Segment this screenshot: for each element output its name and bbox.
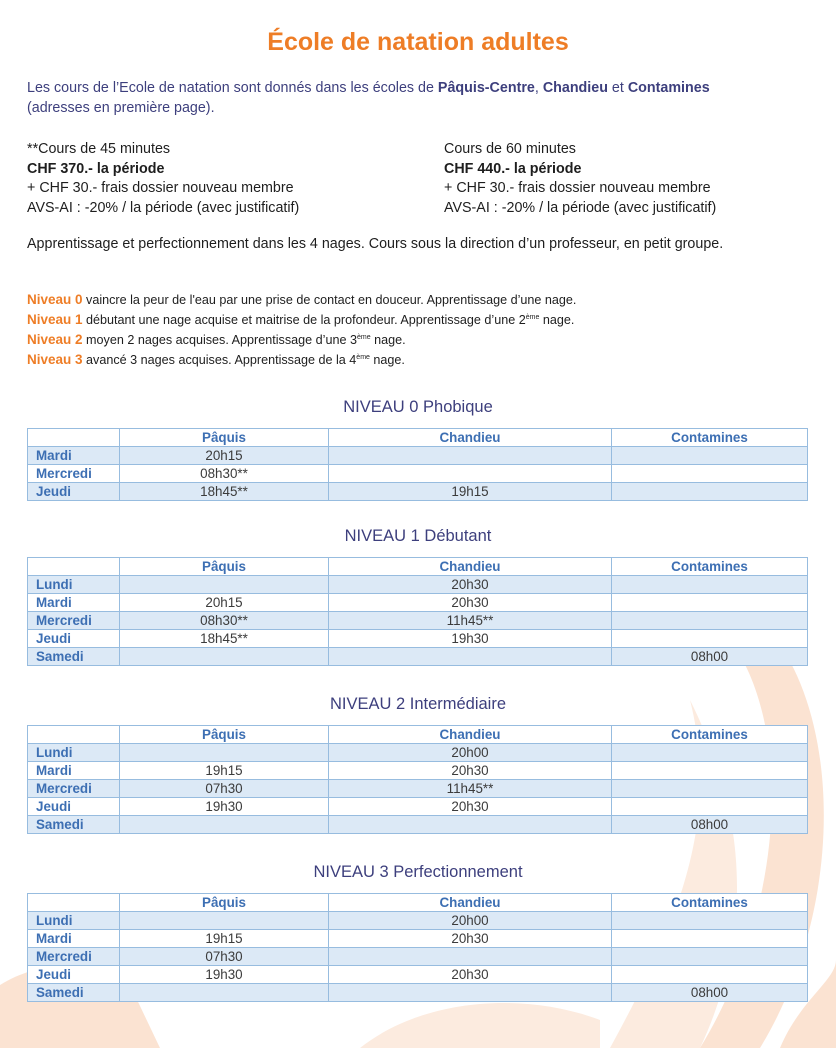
table-row <box>28 612 808 630</box>
time-cell: 19h30 <box>329 630 612 648</box>
day-cell: Jeudi <box>28 966 120 984</box>
school-chandieu: Chandieu <box>542 80 608 96</box>
schedule-title-niveau-3: NIVEAU 3 Perfectionnement <box>313 863 523 881</box>
time-cell: 08h30** <box>120 612 329 630</box>
day-cell: Mercredi <box>28 465 120 483</box>
day-cell: Jeudi <box>28 798 120 816</box>
time-cell <box>612 447 808 465</box>
pricing-60min <box>444 140 716 218</box>
time-cell <box>612 912 808 930</box>
page-title: École de natation adultes <box>267 28 569 56</box>
day-cell: Mercredi <box>28 780 120 798</box>
time-cell <box>612 798 808 816</box>
time-cell: 20h30 <box>329 576 612 594</box>
course-description: Apprentissage et perfectionnement dans les 4 nages. Cours sous la direction d’un professeur, en petit groupe. <box>27 236 724 252</box>
table-row <box>28 594 808 612</box>
discount-label: AVS-AI : -20% / la période (avec justificatif) <box>444 199 717 216</box>
table-row <box>28 948 808 966</box>
table-row <box>28 483 808 501</box>
table-row <box>28 648 808 666</box>
intro-text <box>27 78 812 118</box>
time-cell <box>329 816 612 834</box>
day-cell: Mardi <box>28 930 120 948</box>
column-header: Pâquis <box>120 429 329 447</box>
schedule-table-niveau-3 <box>27 893 808 1002</box>
table-row <box>28 576 808 594</box>
time-cell <box>612 762 808 780</box>
day-cell: Samedi <box>28 816 120 834</box>
time-cell <box>612 465 808 483</box>
day-cell: Lundi <box>28 744 120 762</box>
time-cell <box>329 447 612 465</box>
level-text-end: nage. <box>369 353 405 368</box>
time-cell <box>612 930 808 948</box>
day-cell: Jeudi <box>28 630 120 648</box>
time-cell: 11h45** <box>329 780 612 798</box>
column-header <box>28 726 120 744</box>
time-cell: 20h15 <box>120 447 329 465</box>
day-cell: Mardi <box>28 594 120 612</box>
price-label: CHF 440.- la période <box>444 160 582 177</box>
time-cell <box>612 594 808 612</box>
level-name: Niveau 2 <box>27 332 83 348</box>
time-cell <box>120 576 329 594</box>
table-row <box>28 912 808 930</box>
day-cell: Jeudi <box>28 483 120 501</box>
level-sup: ème <box>356 354 370 362</box>
time-cell <box>329 948 612 966</box>
time-cell: 19h30 <box>120 798 329 816</box>
level-item <box>27 349 817 369</box>
fee-label: + CHF 30.- frais dossier nouveau membre <box>27 180 294 196</box>
pricing-45min <box>27 140 299 218</box>
time-cell <box>120 744 329 762</box>
day-cell: Mercredi <box>28 948 120 966</box>
time-cell: 08h00 <box>612 816 808 834</box>
time-cell: 19h30 <box>120 966 329 984</box>
table-row <box>28 447 808 465</box>
column-header: Contamines <box>612 429 808 447</box>
time-cell: 19h15 <box>120 762 329 780</box>
level-text: moyen 2 nages acquises. Apprentissage d’une 3 <box>82 333 357 348</box>
column-header <box>28 894 120 912</box>
level-text-end: nage. <box>370 333 406 348</box>
column-header: Pâquis <box>120 558 329 576</box>
column-header: Contamines <box>612 726 808 744</box>
time-cell: 20h00 <box>329 912 612 930</box>
time-cell <box>612 612 808 630</box>
level-item <box>27 291 817 309</box>
column-header: Contamines <box>612 558 808 576</box>
time-cell <box>612 630 808 648</box>
intro-lead: Les cours de l’Ecole de natation sont donnés dans les écoles de <box>27 80 438 96</box>
time-cell: 08h00 <box>612 984 808 1002</box>
time-cell <box>612 576 808 594</box>
intro-note: (adresses en première page). <box>27 100 215 116</box>
table-row <box>28 984 808 1002</box>
column-header: Pâquis <box>120 726 329 744</box>
level-text: vaincre la peur de l'eau par une prise de contact en douceur. Apprentissage d’une nage. <box>82 293 577 307</box>
school-paquis: Pâquis-Centre <box>437 80 535 96</box>
level-name: Niveau 3 <box>27 352 83 368</box>
day-cell: Lundi <box>28 576 120 594</box>
school-contamines: Contamines <box>627 80 710 96</box>
time-cell: 20h15 <box>120 594 329 612</box>
schedule-table-niveau-1 <box>27 557 808 666</box>
time-cell: 19h15 <box>329 483 612 501</box>
time-cell: 19h15 <box>120 930 329 948</box>
duration-label: **Cours de 45 minutes <box>27 141 171 157</box>
time-cell <box>612 966 808 984</box>
discount-label: AVS-AI : -20% / la période (avec justificatif) <box>27 199 300 216</box>
day-cell: Lundi <box>28 912 120 930</box>
time-cell: 07h30 <box>120 780 329 798</box>
day-cell: Mardi <box>28 447 120 465</box>
level-sup: ème <box>356 334 371 342</box>
table-row <box>28 930 808 948</box>
column-header: Chandieu <box>329 894 612 912</box>
intro-sep: , <box>534 80 543 96</box>
level-text-end: nage. <box>539 313 575 328</box>
time-cell <box>120 648 329 666</box>
day-cell: Samedi <box>28 984 120 1002</box>
table-row <box>28 816 808 834</box>
time-cell <box>612 744 808 762</box>
schedule-title-niveau-1: NIVEAU 1 Débutant <box>344 527 492 545</box>
column-header: Chandieu <box>329 558 612 576</box>
fee-label: + CHF 30.- frais dossier nouveau membre <box>444 180 711 196</box>
time-cell: 08h30** <box>120 465 329 483</box>
table-row <box>28 798 808 816</box>
level-name: Niveau 1 <box>27 312 83 328</box>
time-cell <box>120 816 329 834</box>
table-row <box>28 630 808 648</box>
level-item <box>27 329 817 349</box>
price-label: CHF 370.- la période <box>27 160 165 177</box>
time-cell: 18h45** <box>120 483 329 501</box>
day-cell: Mercredi <box>28 612 120 630</box>
time-cell <box>329 465 612 483</box>
level-sup: ème <box>525 314 540 321</box>
day-cell: Mardi <box>28 762 120 780</box>
schedule-title-niveau-0: NIVEAU 0 Phobique <box>343 398 493 416</box>
level-item <box>27 309 817 329</box>
time-cell <box>329 984 612 1002</box>
table-row <box>28 780 808 798</box>
table-row <box>28 966 808 984</box>
schedule-table-niveau-0 <box>27 428 808 501</box>
time-cell: 20h30 <box>329 762 612 780</box>
column-header <box>28 429 120 447</box>
day-cell: Samedi <box>28 648 120 666</box>
time-cell: 11h45** <box>329 612 612 630</box>
level-name: Niveau 0 <box>27 292 83 307</box>
column-header: Chandieu <box>329 429 612 447</box>
schedule-table-niveau-2 <box>27 725 808 834</box>
table-row <box>28 465 808 483</box>
time-cell: 20h30 <box>329 930 612 948</box>
time-cell: 20h00 <box>329 744 612 762</box>
time-cell: 08h00 <box>612 648 808 666</box>
time-cell: 20h30 <box>329 798 612 816</box>
time-cell <box>120 984 329 1002</box>
time-cell: 18h45** <box>120 630 329 648</box>
level-text: avancé 3 nages acquises. Apprentissage de la 4 <box>82 353 357 368</box>
duration-label: Cours de 60 minutes <box>444 141 576 157</box>
levels-list <box>27 291 817 370</box>
time-cell: 07h30 <box>120 948 329 966</box>
column-header <box>28 558 120 576</box>
time-cell <box>120 912 329 930</box>
column-header: Pâquis <box>120 894 329 912</box>
table-row <box>28 744 808 762</box>
schedule-title-niveau-2: NIVEAU 2 Intermédiaire <box>329 695 507 713</box>
intro-sep: et <box>607 80 628 96</box>
time-cell <box>329 648 612 666</box>
level-text: débutant une nage acquise et maitrise de la profondeur. Apprentissage d’une 2 <box>82 313 526 328</box>
column-header: Contamines <box>612 894 808 912</box>
time-cell: 20h30 <box>329 966 612 984</box>
time-cell <box>612 948 808 966</box>
table-row <box>28 762 808 780</box>
time-cell <box>612 483 808 501</box>
time-cell: 20h30 <box>329 594 612 612</box>
time-cell <box>612 780 808 798</box>
column-header: Chandieu <box>329 726 612 744</box>
